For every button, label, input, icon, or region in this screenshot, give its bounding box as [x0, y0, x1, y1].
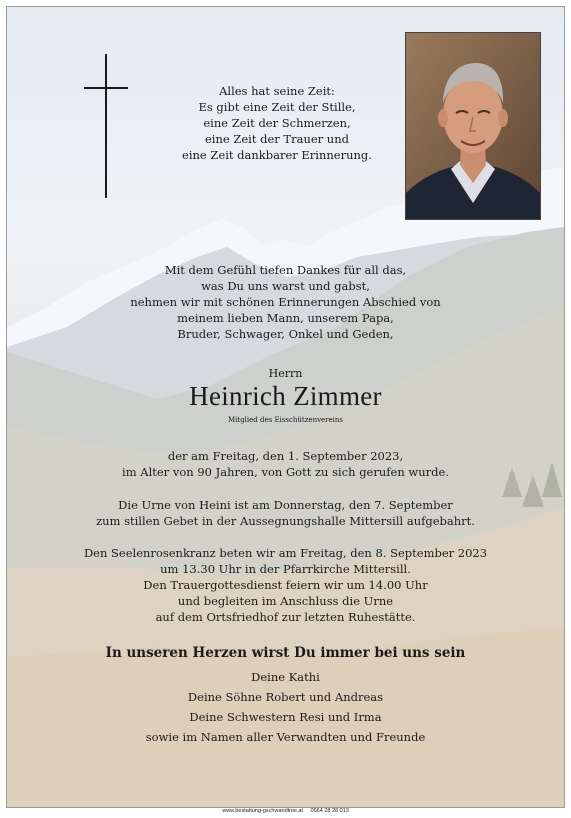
footer-contact: www.bestattung-gschwandtner.at 0664 28 28 013	[222, 808, 349, 814]
urn-notice-line: zum stillen Gebet in der Aussegnungshalle Mittersill aufgebahrt.	[96, 514, 475, 528]
deceased-name: Heinrich Zimmer	[189, 381, 382, 411]
cross-icon	[84, 54, 130, 198]
verse-line: eine Zeit dankbarer Erinnerung.	[182, 148, 372, 162]
service-notice-line: um 13.30 Uhr in der Pfarrkirche Mittersill.	[160, 562, 411, 576]
membership: Mitglied des Eisschützenvereins	[227, 416, 343, 424]
death-notice-line: der am Freitag, den 1. September 2023,	[167, 449, 404, 463]
intro-line: Mit dem Gefühl tiefen Dankes für all das,	[164, 263, 407, 277]
salutation: Herrn	[268, 367, 303, 380]
closing-line: In unseren Herzen wirst Du immer bei uns sein	[105, 645, 466, 661]
verse	[147, 83, 407, 163]
verse-line: Es gibt eine Zeit der Stille,	[198, 100, 356, 114]
intro-text	[7, 262, 564, 342]
urn-notice	[7, 497, 564, 529]
service-notice-line: und begleiten im Anschluss die Urne	[177, 594, 394, 608]
verse-line: eine Zeit der Trauer und	[205, 132, 349, 146]
family-line: Deine Schwestern Resi und Irma	[189, 710, 382, 724]
verse-line: eine Zeit der Schmerzen,	[203, 116, 351, 130]
intro-line: nehmen wir mit schönen Erinnerungen Abschied von	[130, 295, 441, 309]
family-line: Deine Söhne Robert und Andreas	[187, 690, 384, 704]
parte-card	[6, 6, 565, 808]
service-notice	[7, 545, 564, 625]
verse-line: Alles hat seine Zeit:	[219, 84, 335, 98]
service-notice-line: auf dem Ortsfriedhof zur letzten Ruhestätte.	[155, 610, 416, 624]
family-line: sowie im Namen aller Verwandten und Freunde	[145, 730, 426, 744]
death-notice-line: im Alter von 90 Jahren, von Gott zu sich gerufen wurde.	[122, 465, 449, 479]
intro-line: meinem lieben Mann, unserem Papa,	[177, 311, 394, 325]
family-signatures	[7, 667, 564, 747]
portrait-photo	[405, 32, 541, 220]
intro-line: Bruder, Schwager, Onkel und Geden,	[177, 327, 394, 341]
intro-line: was Du uns warst und gabst,	[201, 279, 370, 293]
service-notice-line: Den Trauergottesdienst feiern wir um 14.00 Uhr	[143, 578, 428, 592]
family-line: Deine Kathi	[251, 670, 320, 684]
death-notice	[7, 448, 564, 480]
urn-notice-line: Die Urne von Heini ist am Donnerstag, den 7. September	[118, 498, 453, 512]
service-notice-line: Den Seelenrosenkranz beten wir am Freitag, den 8. September 2023	[83, 546, 488, 560]
